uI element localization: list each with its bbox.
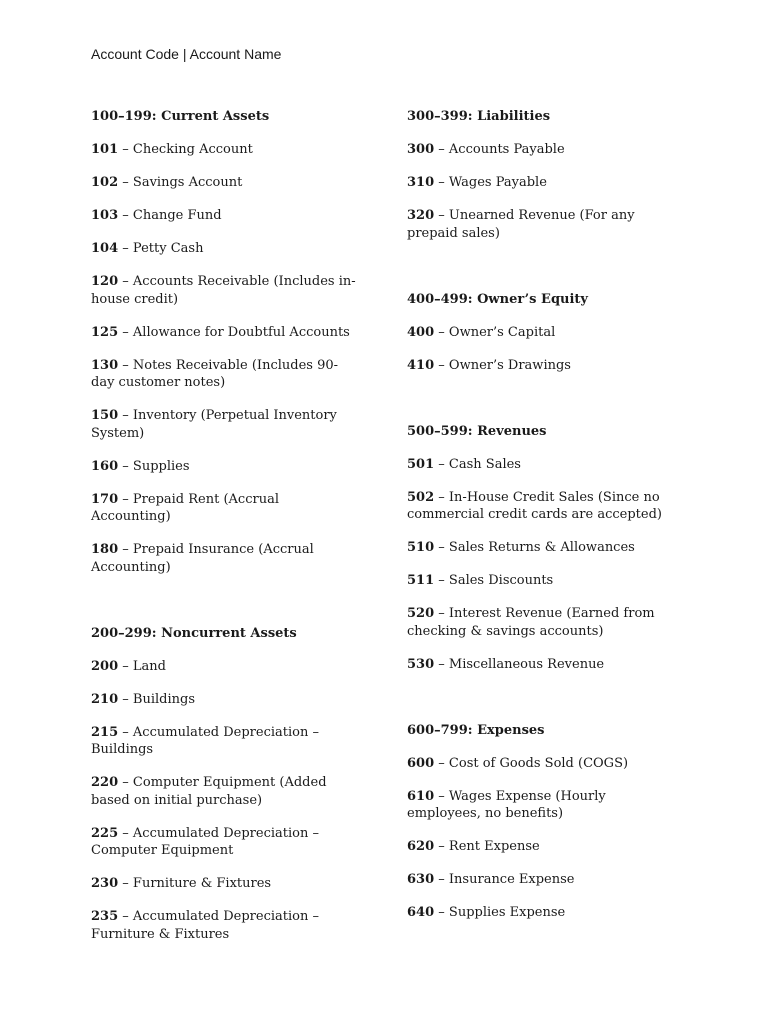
account-code: 235 (91, 909, 119, 924)
account-code: 125 (91, 324, 119, 340)
account-entry (91, 207, 361, 225)
account-name: Sales Returns & Allowances (448, 540, 635, 555)
account-name: Computer Equipment (Added based on initial purchase) (91, 775, 327, 808)
dash-separator: – (122, 208, 129, 223)
document-header (91, 45, 281, 63)
dash-separator: – (122, 909, 129, 924)
account-entry (91, 774, 361, 809)
section-spacer (91, 592, 361, 625)
header-separator: | (182, 46, 187, 62)
dash-separator: – (122, 724, 129, 740)
account-section (407, 722, 679, 922)
account-code: 530 (407, 656, 435, 672)
account-entry (407, 456, 679, 474)
account-entry (91, 541, 361, 576)
dash-separator: – (122, 142, 129, 157)
account-code: 170 (91, 491, 119, 507)
dash-separator: – (122, 658, 129, 674)
account-name: Owner’s Drawings (448, 357, 571, 373)
dash-separator: – (122, 357, 129, 373)
account-code: 160 (91, 458, 119, 474)
dash-separator: – (438, 175, 445, 190)
account-entry (407, 755, 679, 773)
account-code: 103 (91, 208, 119, 223)
account-entry (407, 489, 679, 524)
account-code: 511 (407, 573, 435, 588)
account-code: 320 (407, 208, 435, 223)
dash-separator: – (438, 142, 445, 157)
account-entry (407, 324, 679, 342)
account-entry (91, 825, 361, 860)
account-name: Furniture & Fixtures (132, 876, 272, 891)
section-heading: 600–799: Expenses (407, 722, 545, 738)
account-entry (91, 174, 361, 192)
account-code: 620 (407, 839, 435, 854)
account-entry (91, 724, 361, 759)
account-entry (407, 207, 679, 242)
account-name: Change Fund (132, 208, 222, 223)
account-name: Petty Cash (132, 241, 204, 256)
dash-separator: – (122, 175, 129, 190)
account-entry (407, 656, 679, 674)
account-entry (407, 605, 679, 640)
account-code: 130 (91, 357, 119, 373)
account-name: Miscellaneous Revenue (448, 656, 605, 672)
account-entry (407, 871, 679, 889)
account-code: 520 (407, 606, 435, 621)
dash-separator: – (438, 872, 445, 887)
account-name: In-House Credit Sales (Since no commercial credit cards are accepted) (407, 489, 662, 522)
account-code: 215 (91, 724, 119, 740)
account-name: Savings Account (132, 175, 243, 190)
account-code: 220 (91, 775, 119, 790)
dash-separator: – (122, 241, 129, 256)
account-code: 300 (407, 142, 435, 157)
section-heading: 500–599: Revenues (407, 423, 547, 439)
account-entry (91, 357, 361, 392)
account-entry (91, 141, 361, 159)
left-column (91, 108, 361, 959)
dash-separator: – (122, 274, 129, 289)
account-code: 225 (91, 825, 119, 841)
account-name: Buildings (132, 691, 196, 707)
dash-separator: – (122, 691, 129, 707)
account-code: 200 (91, 658, 119, 674)
account-name: Notes Receivable (Includes 90-day customer notes) (91, 357, 339, 390)
account-name: Wages Expense (Hourly employees, no benefits) (407, 788, 606, 821)
dash-separator: – (438, 540, 445, 555)
account-entry (407, 174, 679, 192)
account-name: Accumulated Depreciation – Computer Equipment (91, 825, 319, 858)
code-column-label: Account Code (91, 46, 179, 62)
account-name: Allowance for Doubtful Accounts (132, 324, 350, 340)
account-code: 640 (407, 905, 435, 920)
section-heading: 100–199: Current Assets (91, 109, 270, 124)
account-name: Supplies (132, 458, 190, 474)
dash-separator: – (438, 489, 445, 505)
account-code: 120 (91, 274, 119, 289)
account-name: Prepaid Rent (Accrual Accounting) (91, 491, 279, 524)
dash-separator: – (438, 208, 445, 223)
dash-separator: – (438, 788, 445, 804)
name-column-label: Account Name (189, 46, 282, 62)
dash-separator: – (438, 324, 445, 340)
account-code: 210 (91, 691, 119, 707)
account-code: 410 (407, 357, 435, 373)
account-entry (91, 908, 361, 943)
account-entry (91, 658, 361, 676)
dash-separator: – (438, 656, 445, 672)
account-entry (91, 240, 361, 258)
account-name: Cost of Goods Sold (COGS) (448, 755, 629, 771)
dash-separator: – (122, 408, 129, 423)
dash-separator: – (438, 755, 445, 771)
dash-separator: – (122, 458, 129, 474)
account-name: Prepaid Insurance (Accrual Accounting) (91, 542, 314, 575)
dash-separator: – (122, 876, 129, 891)
account-name: Checking Account (132, 142, 253, 157)
account-code: 400 (407, 324, 435, 340)
account-entry (407, 572, 679, 590)
account-entry (91, 491, 361, 526)
dash-separator: – (438, 606, 445, 621)
account-entry (91, 875, 361, 893)
account-code: 510 (407, 540, 435, 555)
account-name: Unearned Revenue (For any prepaid sales) (407, 208, 635, 241)
account-code: 310 (407, 175, 435, 190)
account-name: Accumulated Depreciation – Buildings (91, 724, 319, 757)
account-section (91, 108, 361, 576)
account-name: Land (132, 658, 166, 674)
dash-separator: – (438, 456, 445, 472)
account-entry (407, 788, 679, 823)
account-code: 502 (407, 489, 435, 505)
account-entry (91, 458, 361, 476)
account-name: Insurance Expense (448, 872, 575, 887)
right-column (407, 108, 679, 937)
section-spacer (407, 258, 679, 291)
account-name: Rent Expense (448, 839, 540, 854)
account-code: 180 (91, 542, 119, 557)
account-section (407, 108, 679, 242)
dash-separator: – (122, 775, 129, 790)
account-name: Sales Discounts (448, 573, 554, 588)
account-name: Wages Payable (448, 175, 547, 190)
section-spacer (407, 689, 679, 722)
account-entry (91, 324, 361, 342)
section-heading: 400–499: Owner’s Equity (407, 291, 588, 307)
account-name: Supplies Expense (448, 905, 566, 920)
account-entry (407, 539, 679, 557)
account-code: 102 (91, 175, 119, 190)
account-name: Cash Sales (448, 456, 521, 472)
dash-separator: – (438, 573, 445, 588)
dash-separator: – (122, 491, 129, 507)
account-code: 600 (407, 755, 435, 771)
dash-separator: – (438, 839, 445, 854)
section-heading: 200–299: Noncurrent Assets (91, 625, 297, 641)
account-name: Accounts Payable (448, 142, 565, 157)
account-entry (91, 407, 361, 442)
account-code: 101 (91, 142, 119, 157)
account-code: 630 (407, 872, 435, 887)
dash-separator: – (122, 542, 129, 557)
account-code: 104 (91, 241, 119, 256)
account-entry (407, 838, 679, 856)
dash-separator: – (438, 905, 445, 920)
account-code: 230 (91, 876, 119, 891)
account-name: Accounts Receivable (Includes in-house credit) (91, 274, 356, 307)
account-entry (407, 904, 679, 922)
account-code: 501 (407, 456, 435, 472)
account-code: 610 (407, 788, 435, 804)
account-section (91, 625, 361, 944)
account-section (407, 291, 679, 375)
account-name: Owner’s Capital (448, 324, 556, 340)
account-code: 150 (91, 408, 119, 423)
account-name: Accumulated Depreciation – Furniture & Fixtures (91, 909, 319, 942)
account-entry (407, 141, 679, 159)
section-spacer (407, 390, 679, 423)
dash-separator: – (122, 324, 129, 340)
dash-separator: – (438, 357, 445, 373)
section-heading: 300–399: Liabilities (407, 109, 551, 124)
account-entry (91, 691, 361, 709)
account-section (407, 423, 679, 674)
dash-separator: – (122, 825, 129, 841)
account-name: Interest Revenue (Earned from checking & savings accounts) (407, 606, 655, 639)
account-name: Inventory (Perpetual Inventory System) (91, 408, 337, 441)
account-entry (91, 273, 361, 308)
account-entry (407, 357, 679, 375)
